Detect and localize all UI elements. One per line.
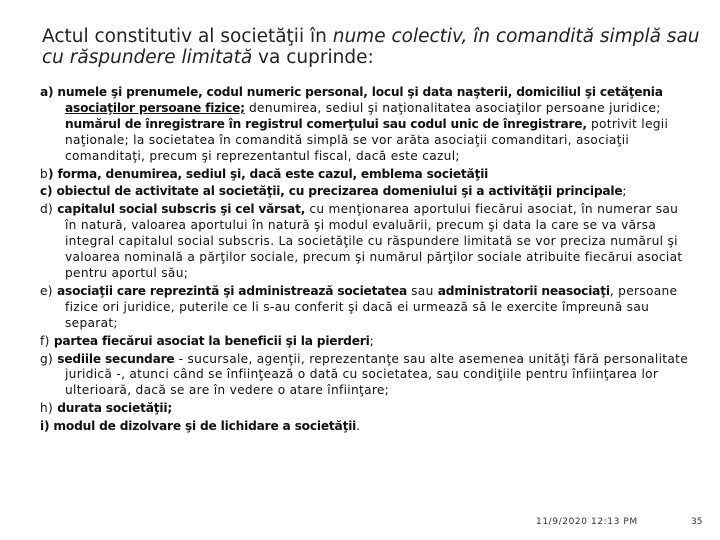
item-i-text-2: .: [356, 419, 361, 434]
item-a-text-2: asociaţilor persoane fizice;: [65, 100, 245, 115]
title-part-1: Actul constitutiv: [42, 26, 193, 47]
item-h-prefix: h): [40, 401, 58, 416]
item-e-text-2: sau: [406, 283, 438, 298]
slide-title: [42, 26, 702, 68]
item-e-text-4: , persoane fizice ori juridice, puterile ce li s-au conferit şi dacă ei urmează să le exercite împreună sau separat;: [65, 283, 678, 330]
item-g-text-1: sediile secundare: [57, 351, 175, 366]
item-f-text-2: ;: [369, 333, 374, 348]
footer-date: 11/9/2020 12:13 PM: [536, 517, 638, 527]
item-a-text-4: numărul de înregistrare în registrul comerţului sau codul unic de înregistrare,: [65, 116, 587, 131]
list-item-a: [40, 85, 690, 165]
item-g-text-2: - sucursale, agenţii, reprezentanţe sau alte asemenea unităţi fără personalitate juridică -, atunci când se înfiinţează o dată cu societatea, sau condiţiile pentru înfiinţarea lor ulterioară, dacă se are în vedere o atare înfiinţare;: [65, 351, 689, 398]
list-item-i: [40, 419, 690, 435]
title-part-4: va cuprinde:: [252, 47, 374, 68]
list-item-e: [40, 284, 690, 332]
item-e-text-3: administratorii neasociaţi: [437, 283, 610, 298]
list-item-f: [40, 334, 690, 350]
list-item-b: [40, 167, 690, 183]
item-a-text-1: a) numele şi prenumele, codul numeric personal, locul şi data naşterii, domiciliul şi cetăţenia: [40, 85, 663, 99]
list-item-d: [40, 202, 690, 282]
item-h-text-1: durata societăţii;: [57, 401, 172, 416]
item-f-prefix: f): [40, 333, 54, 348]
item-d-text-2: cu menţionarea aportului fiecărui asociat, în numerar sau în natură, valoarea aportului în natură şi modul evaluării, precum şi data la care se va vărsa integral capitalul social subscris. La societăţile cu răspundere limitată se vor preciza numărul şi valoarea nominală a părţilor sociale, precum şi numărul părţilor sociale atribuite fiecărui asociat pentru aportul său;: [65, 202, 683, 280]
item-a-text-3: denumirea, sediul şi naţionalitatea asociaţilor persoane juridice;: [244, 100, 661, 115]
item-d-text-1: capitalul social subscris şi cel vărsat,: [57, 202, 306, 217]
item-d-prefix: d): [40, 202, 58, 217]
item-b-text-1: ) forma, denumirea, sediul şi, dacă este cazul, emblema societăţii: [48, 166, 489, 181]
item-e-text-1: asociaţii care reprezintă şi administrează societatea: [57, 283, 407, 298]
item-c-text-2: ;: [622, 184, 627, 199]
item-i-text-1: i) modul de dizolvare şi de lichidare a societăţii: [40, 419, 357, 434]
slide-number: 35: [691, 517, 703, 527]
item-e-prefix: e): [40, 283, 58, 298]
item-g-prefix: g): [40, 351, 58, 366]
title-part-3: nume colectiv, în comandită simplă sau cu răspundere limitată: [42, 26, 700, 68]
title-part-2: al societăţii în: [192, 26, 333, 47]
list-item-h: [40, 401, 690, 417]
list-item-g: [40, 352, 690, 400]
item-a-text-5: potrivit legii naţionale; la societatea în comandită simplă se vor arăta asociaţii comanditari, asociaţii comanditaţi, precum şi reprezentantul fiscal, dacă este cazul;: [65, 116, 669, 163]
slide-body: [40, 85, 690, 437]
list-item-c: [40, 184, 690, 200]
item-b-prefix: b: [40, 166, 49, 181]
item-f-text-1: partea fiecărui asociat la beneficii şi la pierderi: [53, 333, 370, 348]
item-c-text-1: c) obiectul de activitate al societăţii, cu precizarea domeniului şi a activităţii principale: [40, 184, 623, 199]
